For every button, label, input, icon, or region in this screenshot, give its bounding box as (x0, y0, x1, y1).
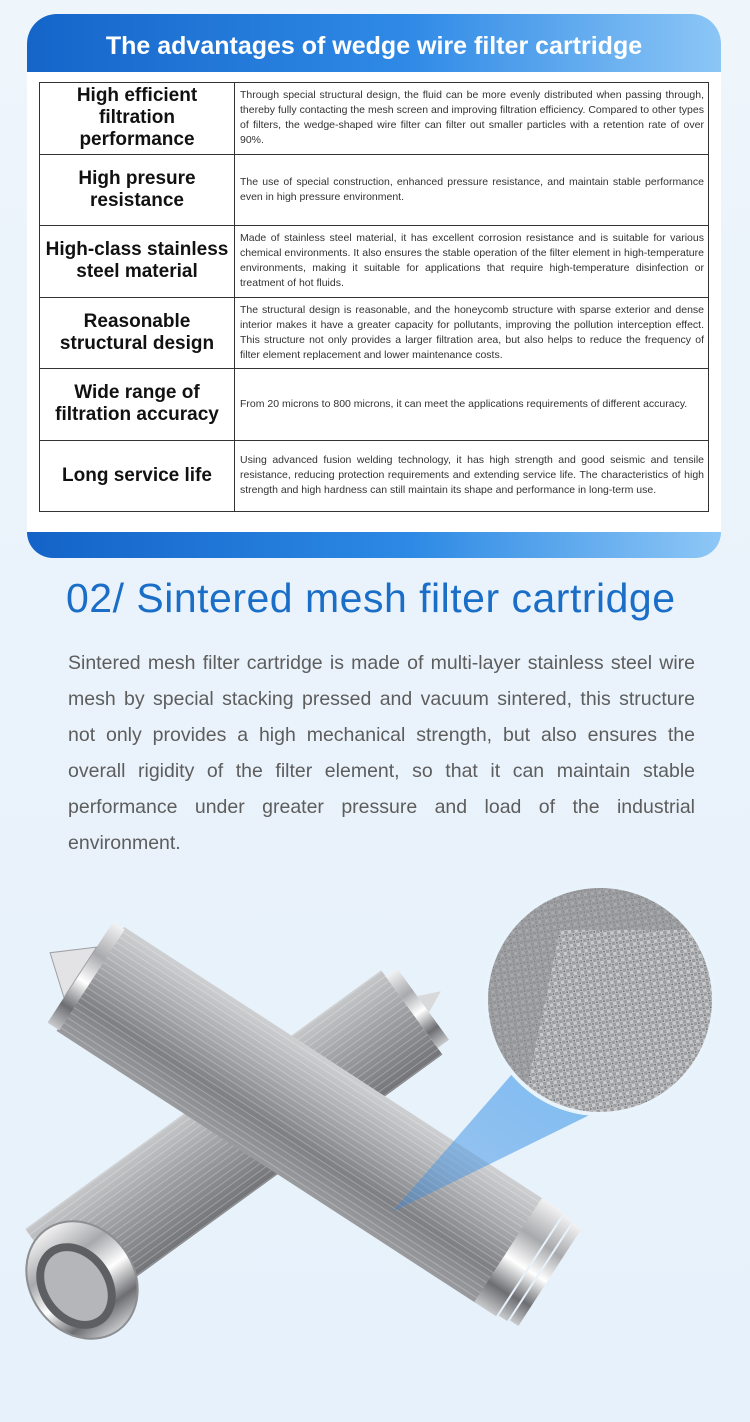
feature-name: Reasonable structural design (40, 297, 235, 369)
filter-cartridge-illustration (0, 860, 750, 1422)
feature-name: High-class stainless steel material (40, 226, 235, 298)
table-row (40, 154, 709, 226)
table-row (40, 297, 709, 369)
feature-description: The use of special construction, enhanced pressure resistance, and maintain stable performance even in high pressure environment. (235, 154, 709, 226)
section-title: 02/ Sintered mesh filter cartridge (66, 575, 676, 621)
advantages-title: The advantages of wedge wire filter cartridge (27, 14, 721, 72)
feature-name: Wide range of filtration accuracy (40, 369, 235, 441)
feature-name: High efficient filtration performance (40, 83, 235, 155)
section-description: Sintered mesh filter cartridge is made of multi-layer stainless steel wire mesh by special stacking pressed and vacuum sintered, this structure not only provides a high mechanical strength, but also ensures the overall rigidity of the filter element, so that it can maintain stable performance under greater pressure and load of the industrial environment. (68, 652, 695, 854)
advantages-table (39, 82, 709, 512)
feature-description: Made of stainless steel material, it has excellent corrosion resistance and is suitable for various chemical environments. It also ensures the stable operation of the filter element in high-temperature environments, making it suitable for applications that require high-temperature disinfection or treatment of hot fluids. (235, 226, 709, 298)
advantages-card (27, 14, 721, 542)
table-row (40, 83, 709, 155)
feature-description: From 20 microns to 800 microns, it can meet the applications requirements of different accuracy. (235, 369, 709, 441)
feature-description: The structural design is reasonable, and the honeycomb structure with sparse exterior and dense interior makes it have a greater capacity for pollutants, improving the pollution interception effect. This structure not only provides a larger filtration area, but also helps to reduce the frequency of filter element replacement and lower maintenance costs. (235, 297, 709, 369)
table-row (40, 226, 709, 298)
feature-name: Long service life (40, 440, 235, 512)
advantages-body (27, 72, 721, 534)
feature-description: Using advanced fusion welding technology, it has high strength and good seismic and tensile resistance, reducing protection requirements and extending service life. The characteristics of high strength and high hardness can still maintain its shape and performance in long-term use. (235, 440, 709, 512)
card-bottom-bar (27, 532, 721, 558)
feature-description: Through special structural design, the fluid can be more evenly distributed when passing through, thereby fully contacting the mesh screen and improving filtration efficiency. Compared to other types of filters, the wedge-shaped wire filter can filter out smaller particles with a retention rate of over 90%. (235, 83, 709, 155)
table-row (40, 369, 709, 441)
feature-name: High presure resistance (40, 154, 235, 226)
table-row (40, 440, 709, 512)
